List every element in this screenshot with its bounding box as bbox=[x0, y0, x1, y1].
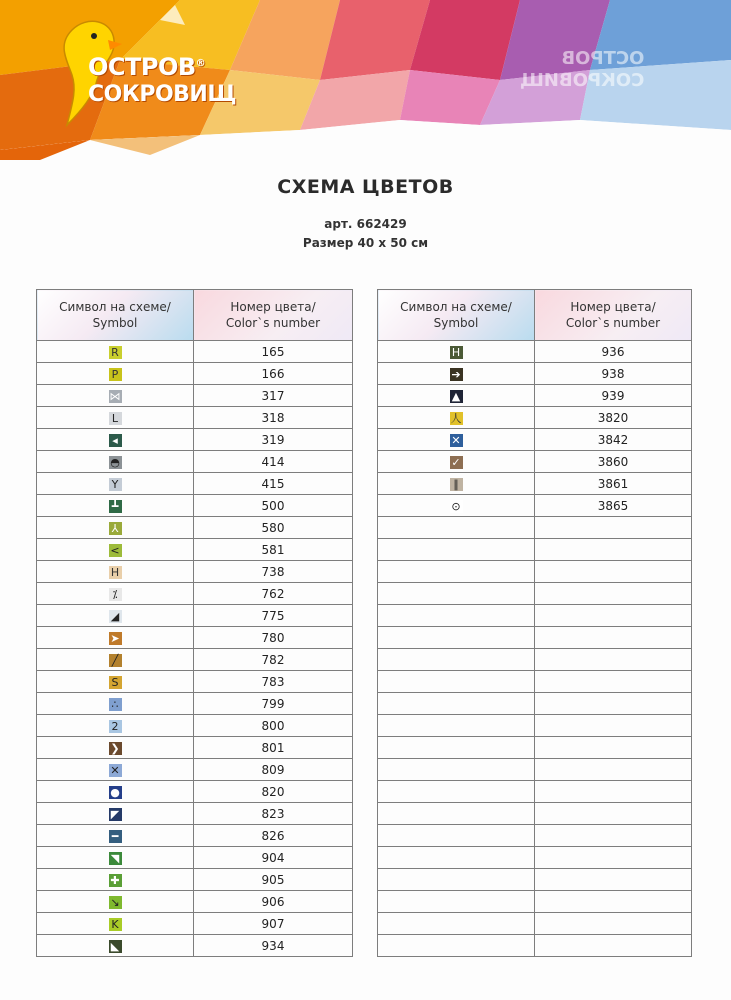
cross-icon: ✕ bbox=[110, 763, 120, 777]
table-row bbox=[37, 407, 353, 429]
arrow-right-icon: ➤ bbox=[110, 631, 120, 645]
empty-table-row bbox=[378, 561, 692, 583]
symbol-cell bbox=[378, 495, 535, 517]
canvas-size: Размер 40 х 50 см bbox=[302, 236, 429, 250]
table-row bbox=[37, 781, 353, 803]
symbol-cell bbox=[37, 451, 194, 473]
symbol-cell bbox=[378, 737, 535, 759]
table-row bbox=[37, 693, 353, 715]
color-number-cell bbox=[535, 539, 692, 561]
table-row bbox=[378, 385, 692, 407]
table-row bbox=[37, 891, 353, 913]
empty-table-row bbox=[378, 583, 692, 605]
color-number-cell: 581 bbox=[194, 539, 353, 561]
color-number-cell: 906 bbox=[194, 891, 353, 913]
color-number-cell: 317 bbox=[194, 385, 353, 407]
color-number-cell: 938 bbox=[535, 363, 692, 385]
diagonal-bar-icon: ◥ bbox=[109, 852, 122, 865]
table-row bbox=[378, 363, 692, 385]
color-number-cell: 3860 bbox=[535, 451, 692, 473]
table-header-row bbox=[378, 290, 692, 341]
symbol-cell bbox=[37, 473, 194, 495]
color-number-cell: 414 bbox=[194, 451, 353, 473]
color-number-cell bbox=[535, 781, 692, 803]
color-number-cell: 934 bbox=[194, 935, 353, 957]
table-row bbox=[37, 869, 353, 891]
minus-icon: ━ bbox=[109, 830, 122, 843]
symbol-cell bbox=[378, 539, 535, 561]
color-number-cell bbox=[535, 649, 692, 671]
symbol-cell bbox=[378, 759, 535, 781]
color-number-cell bbox=[535, 891, 692, 913]
letter-s-icon: S bbox=[109, 676, 122, 689]
table-row bbox=[378, 495, 692, 517]
chevron-left-icon: < bbox=[110, 543, 120, 557]
registered-mark: ® bbox=[195, 58, 206, 69]
symbol-cell bbox=[37, 803, 194, 825]
table-row bbox=[378, 341, 692, 363]
letter-y-icon: Y bbox=[109, 478, 122, 491]
symbol-cell bbox=[378, 407, 535, 429]
symbol-cell bbox=[37, 847, 194, 869]
table-row bbox=[37, 649, 353, 671]
symbol-cell bbox=[37, 759, 194, 781]
color-number-cell: 580 bbox=[194, 517, 353, 539]
digit-two-icon: 2 bbox=[109, 720, 122, 733]
symbol-cell bbox=[378, 363, 535, 385]
color-number-cell bbox=[535, 627, 692, 649]
caret-up-icon: ▲ bbox=[450, 390, 463, 403]
symbol-cell bbox=[37, 649, 194, 671]
symbol-cell bbox=[378, 473, 535, 495]
empty-table-row bbox=[378, 715, 692, 737]
three-dots-icon: ∴ bbox=[109, 698, 122, 711]
table-row bbox=[37, 495, 353, 517]
symbol-header-line-1: Символ на схеме/ bbox=[400, 300, 512, 314]
double-slash-icon: ∥ bbox=[450, 478, 463, 491]
symbol-column-header bbox=[378, 290, 535, 341]
table-row bbox=[37, 759, 353, 781]
color-number-cell: 166 bbox=[194, 363, 353, 385]
symbol-cell bbox=[378, 715, 535, 737]
table-row bbox=[37, 539, 353, 561]
symbol-cell bbox=[37, 913, 194, 935]
symbol-cell bbox=[37, 891, 194, 913]
color-number-cell: 783 bbox=[194, 671, 353, 693]
symbol-cell bbox=[37, 825, 194, 847]
color-number-cell bbox=[535, 803, 692, 825]
dot-icon: ● bbox=[110, 785, 120, 799]
empty-table-row bbox=[378, 869, 692, 891]
symbol-cell bbox=[378, 803, 535, 825]
color-number-cell: 318 bbox=[194, 407, 353, 429]
symbol-cell bbox=[378, 935, 535, 957]
color-number-cell: 782 bbox=[194, 649, 353, 671]
empty-table-row bbox=[378, 913, 692, 935]
symbol-cell bbox=[37, 781, 194, 803]
brand-logo bbox=[88, 50, 236, 109]
table-row bbox=[37, 363, 353, 385]
ghost-line-1: ОСТРОВ bbox=[561, 48, 645, 69]
color-number-cell: 800 bbox=[194, 715, 353, 737]
table-row bbox=[37, 583, 353, 605]
color-number-cell: 809 bbox=[194, 759, 353, 781]
color-number-cell bbox=[535, 737, 692, 759]
color-number-cell: 936 bbox=[535, 341, 692, 363]
empty-table-row bbox=[378, 891, 692, 913]
color-number-cell bbox=[535, 935, 692, 957]
symbol-cell bbox=[378, 891, 535, 913]
h-beam-icon: H bbox=[450, 346, 463, 359]
symbol-cell bbox=[37, 407, 194, 429]
letter-p-icon: P bbox=[109, 368, 122, 381]
table-header-row bbox=[37, 290, 353, 341]
symbol-cell bbox=[378, 385, 535, 407]
chevron-right-icon: ❯ bbox=[110, 741, 120, 755]
check-arrow-icon: ↘ bbox=[110, 895, 120, 909]
triangle-corner-icon: ◣ bbox=[109, 940, 122, 953]
table-row bbox=[378, 473, 692, 495]
color-number-cell bbox=[535, 671, 692, 693]
color-number-cell: 165 bbox=[194, 341, 353, 363]
table-row bbox=[37, 605, 353, 627]
table-row bbox=[37, 847, 353, 869]
empty-table-row bbox=[378, 517, 692, 539]
tripod-icon: ⅄ bbox=[109, 522, 122, 535]
color-number-cell bbox=[535, 517, 692, 539]
symbol-cell bbox=[37, 627, 194, 649]
color-number-cell: 775 bbox=[194, 605, 353, 627]
symbol-cell bbox=[37, 385, 194, 407]
symbol-cell bbox=[37, 517, 194, 539]
empty-table-row bbox=[378, 847, 692, 869]
color-number-cell bbox=[535, 913, 692, 935]
symbol-cell bbox=[37, 693, 194, 715]
empty-table-row bbox=[378, 539, 692, 561]
symbol-cell bbox=[378, 913, 535, 935]
color-number-cell: 3865 bbox=[535, 495, 692, 517]
percent-icon: ⁒ bbox=[109, 588, 122, 601]
table-row bbox=[37, 913, 353, 935]
symbol-cell bbox=[37, 495, 194, 517]
symbol-cell bbox=[37, 583, 194, 605]
page-title: СХЕМА ЦВЕТОВ bbox=[277, 176, 454, 198]
symbol-cell bbox=[37, 539, 194, 561]
symbol-cell bbox=[378, 671, 535, 693]
empty-table-row bbox=[378, 649, 692, 671]
color-number-cell: 3861 bbox=[535, 473, 692, 495]
color-number-cell: 904 bbox=[194, 847, 353, 869]
table-row bbox=[37, 429, 353, 451]
symbol-header-line-1: Символ на схеме/ bbox=[59, 300, 171, 314]
table-row bbox=[37, 517, 353, 539]
table-row bbox=[37, 715, 353, 737]
empty-table-row bbox=[378, 627, 692, 649]
color-table-left bbox=[36, 289, 353, 957]
symbol-cell bbox=[378, 627, 535, 649]
corner-triangle-icon: ◢ bbox=[109, 610, 122, 623]
table-row bbox=[37, 803, 353, 825]
color-number-cell: 826 bbox=[194, 825, 353, 847]
number-header-line-1: Номер цвета/ bbox=[570, 300, 656, 314]
symbol-cell bbox=[378, 649, 535, 671]
color-number-cell: 500 bbox=[194, 495, 353, 517]
table-row bbox=[37, 385, 353, 407]
empty-table-row bbox=[378, 935, 692, 957]
letter-r-icon: R bbox=[109, 346, 122, 359]
symbol-cell bbox=[37, 737, 194, 759]
color-number-cell bbox=[535, 715, 692, 737]
color-number-cell bbox=[535, 869, 692, 891]
table-row bbox=[37, 671, 353, 693]
color-number-cell: 780 bbox=[194, 627, 353, 649]
symbol-cell bbox=[37, 561, 194, 583]
table-row bbox=[37, 341, 353, 363]
table-row bbox=[37, 935, 353, 957]
color-number-cell: 905 bbox=[194, 869, 353, 891]
symbol-cell bbox=[378, 847, 535, 869]
symbol-cell bbox=[37, 869, 194, 891]
brand-line-1: ОСТРОВ bbox=[88, 53, 196, 81]
t-shape-icon: ┻ bbox=[109, 500, 122, 513]
symbol-cell bbox=[37, 715, 194, 737]
table-row bbox=[37, 451, 353, 473]
color-number-cell: 820 bbox=[194, 781, 353, 803]
color-number-cell bbox=[535, 605, 692, 627]
half-circle-icon: ◓ bbox=[110, 455, 120, 469]
symbol-cell bbox=[37, 935, 194, 957]
color-table-right bbox=[377, 289, 692, 957]
circle-dot-icon: ⊙ bbox=[451, 499, 461, 513]
symbol-cell bbox=[378, 583, 535, 605]
color-number-cell: 799 bbox=[194, 693, 353, 715]
number-column-header bbox=[535, 290, 692, 341]
corner-arrow-icon: ◤ bbox=[109, 808, 122, 821]
slash-icon: ╱ bbox=[109, 654, 122, 667]
arrow-right-icon: ➔ bbox=[451, 367, 461, 381]
empty-table-row bbox=[378, 803, 692, 825]
symbol-cell bbox=[378, 781, 535, 803]
symbol-cell bbox=[37, 429, 194, 451]
bowtie-icon: ⋈ bbox=[109, 389, 121, 403]
number-header-line-2: Color`s number bbox=[225, 316, 321, 330]
color-number-cell bbox=[535, 847, 692, 869]
brand-line-2: СОКРОВИЩ bbox=[88, 82, 237, 107]
symbol-cell bbox=[378, 693, 535, 715]
number-header-line-2: Color`s number bbox=[565, 316, 661, 330]
symbol-cell bbox=[37, 363, 194, 385]
table-row bbox=[37, 825, 353, 847]
table-row bbox=[378, 451, 692, 473]
person-glyph-icon: 人 bbox=[450, 411, 462, 425]
header-banner bbox=[0, 0, 731, 160]
color-number-cell: 939 bbox=[535, 385, 692, 407]
table-row bbox=[37, 627, 353, 649]
arrow-left-icon: ◂ bbox=[109, 434, 122, 447]
color-number-cell: 738 bbox=[194, 561, 353, 583]
cross-icon: ✕ bbox=[451, 433, 461, 447]
color-number-cell bbox=[535, 561, 692, 583]
color-number-cell: 762 bbox=[194, 583, 353, 605]
table-row bbox=[378, 429, 692, 451]
symbol-cell bbox=[37, 605, 194, 627]
plus-icon: ✚ bbox=[110, 873, 120, 887]
color-number-cell: 415 bbox=[194, 473, 353, 495]
color-number-cell: 823 bbox=[194, 803, 353, 825]
symbol-header-line-2: Symbol bbox=[433, 316, 479, 330]
symbol-cell bbox=[378, 341, 535, 363]
symbol-column-header bbox=[37, 290, 194, 341]
table-row bbox=[37, 737, 353, 759]
article-number: арт. 662429 bbox=[324, 217, 407, 231]
color-number-cell: 3820 bbox=[535, 407, 692, 429]
table-row bbox=[37, 561, 353, 583]
empty-table-row bbox=[378, 759, 692, 781]
color-number-cell: 907 bbox=[194, 913, 353, 935]
color-number-cell bbox=[535, 583, 692, 605]
symbol-cell bbox=[378, 869, 535, 891]
symbol-cell bbox=[37, 671, 194, 693]
symbol-cell bbox=[378, 429, 535, 451]
letter-l-icon: L bbox=[109, 412, 122, 425]
ghost-brand-reflection bbox=[520, 48, 644, 92]
symbol-cell bbox=[37, 341, 194, 363]
empty-table-row bbox=[378, 671, 692, 693]
empty-table-row bbox=[378, 825, 692, 847]
number-header-line-1: Номер цвета/ bbox=[230, 300, 316, 314]
empty-table-row bbox=[378, 737, 692, 759]
letter-h-icon: H bbox=[109, 566, 122, 579]
color-number-cell bbox=[535, 825, 692, 847]
number-column-header bbox=[194, 290, 353, 341]
symbol-header-line-2: Symbol bbox=[92, 316, 138, 330]
letter-k-icon: K bbox=[109, 918, 122, 931]
color-number-cell: 801 bbox=[194, 737, 353, 759]
symbol-cell bbox=[378, 825, 535, 847]
symbol-cell bbox=[378, 561, 535, 583]
table-row bbox=[37, 473, 353, 495]
symbol-cell bbox=[378, 517, 535, 539]
check-icon: ✓ bbox=[451, 455, 461, 469]
empty-table-row bbox=[378, 605, 692, 627]
color-number-cell bbox=[535, 693, 692, 715]
color-number-cell bbox=[535, 759, 692, 781]
color-number-cell: 319 bbox=[194, 429, 353, 451]
empty-table-row bbox=[378, 693, 692, 715]
symbol-cell bbox=[378, 451, 535, 473]
empty-table-row bbox=[378, 781, 692, 803]
color-number-cell: 3842 bbox=[535, 429, 692, 451]
table-row bbox=[378, 407, 692, 429]
symbol-cell bbox=[378, 605, 535, 627]
ghost-line-2: СОКРОВИЩ bbox=[520, 70, 645, 91]
